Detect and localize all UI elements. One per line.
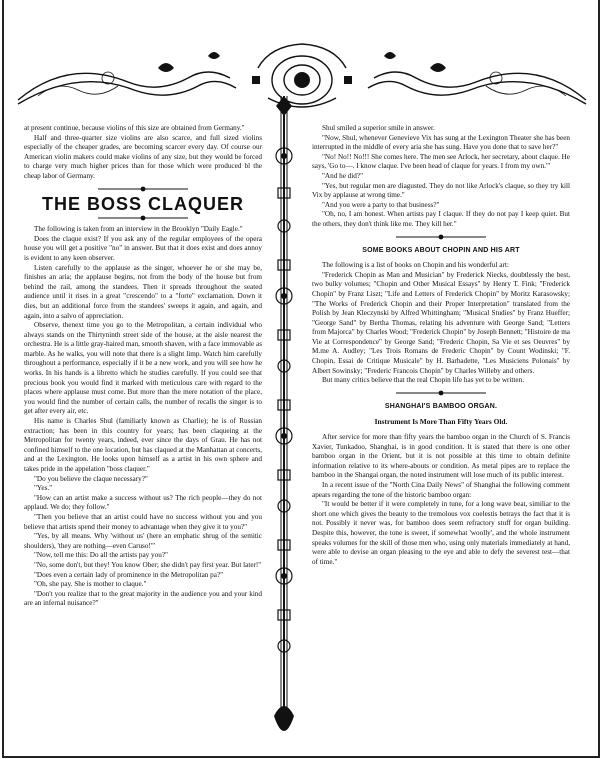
left-paragraph: "Yes, by all means. Why 'without us' (here an emphatic shrug of the semitic shoulders), 'they are nothing—even Caruso!'" — [24, 532, 262, 550]
right-paragraph: After service for more than fifty years the bamboo organ in the Church of S. Francis Xavier, Tunkadoo, Shanghai, is in good condition. It is stated that there is one other bamboo organ in the Orient, but it is not possible at this time to obtain definite information relative to its where-abouts or condition. As metal pipes are to replace the bamboo in the Shangai organ, the noted instrument will lose much of its public interest. — [312, 433, 570, 480]
right-paragraph: "Now, Shul, whenever Genevieve Vix has sung at the Lexington Theater she has been interrupted in the middle of every aria she has sung. Have you done that to save her?" — [312, 133, 570, 152]
right-paragraph: "It would be better if it were completely in tune, for a long wave beat, similiar to the short one which gives the beauty to the tremolous vox coelestis betrays the fact that it is not. Possibly it never was, for bamboo does seem refractory stuff for organ building. Despite this, however, the tone is sweet, if somewhat 'woolly', and the whole instrument speaks volumes for the skill of those men who, using only materials immediately at hand, were able to devise an organ pleasing to the eye and able to defy the severest test—that of time." — [312, 500, 570, 566]
bamboo-organ-heading: SHANGHAI'S BAMBOO ORGAN. — [384, 402, 498, 410]
left-paragraph: Half and three-quarter size violins are also scarce, and full sized violins especially of the cheaper grades, are becoming scarcer every day. Of course our American violin makers could make violins of any size, but they would be forced to charge very much higher prices than for those which were produced bl the cheap labor of Germany. — [24, 133, 262, 180]
bamboo-organ-subheading: Instrument Is More Than Fifty Years Old. — [374, 417, 508, 427]
ornamental-rule — [98, 186, 188, 192]
left-paragraph: "How can an artist make a success without us? The rich people—they do not applaud. We do; they follow." — [24, 493, 262, 512]
left-paragraph: "Does even a certain lady of prominence in the Metropolitan pa?" — [34, 570, 224, 579]
right-column — [312, 124, 570, 567]
left-column — [24, 124, 262, 609]
left-paragraph: Listen carefully to the applause as the singer, whoever he or she may be, finishes an aria; the applause begins, not from the body of the house but from behind the rail, among the standees. Then it spreads throughout the seated audience until it rises in a great "crescendo" to a "forte" exclamation. Down it dies, but an additional force from the standees' sweeps it again, and again, and again, into a salvo of appreciation. — [24, 263, 262, 320]
left-paragraph: "Then you believe that an artist could have no success without you and you believe that artists spend their money to advantage when they give it to you?" — [24, 512, 262, 531]
left-paragraph: The following is taken from an interview in the Brooklyn "Daily Eagle." — [34, 225, 243, 234]
left-paragraph: Does the claque exist? If you ask any of the regular employees of the opera house you will get a positive "no" in answer. But that it does exist and does annoy is evident to any keen observer. — [24, 234, 262, 262]
right-paragraph: "Yes, but regular men are diagusted. They do not like Arlock's claque, so they try kill Vix by applause at wrong time." — [312, 181, 570, 200]
right-paragraph: Shul smiled a superior smile in answer. — [322, 124, 435, 132]
ornamental-rule — [396, 234, 486, 240]
right-paragraph: "Frederick Chopin as Man and Musician" by Frederick Niecks, doubtlessly the best, two bulky volumes; "Chopin and Other Musical Essays" by Henry T. Fink; "Frederick Chopin" by Franz Liszt; "Life and Letters of Frederick Chopin" by Moritz Karasowsky; "The Works of Frederick Chopin and their Proper Interpretation" translated from the Polish by Jean Kleczynski by Alfred Whittingham; "Musical Studies" by Franz Hueffer; "George Sand" by Bertha Thomas, relating his adventure with George Sand; "Letters from Majorca" by Charles Wood; "Frederick Chopin" by Joseph Bennett; "Histoire de ma Vie at Correspondence" by George Sand; "Frederic Chopin, Sa Vie et ses Oeuvres" by M.me A. Audley; "Les Trois Romans de Frederic Chopin" by Count Wodinski; "F. Chopin, Essai de Critique Musicale" by H. Barbadette, "Les Musiciens Polonais" by Albert Sowinsky; "Frederic Francois Chopin" by Charles Willeby and others. — [312, 270, 570, 375]
ornamental-rule — [98, 215, 188, 221]
left-paragraph: at present continue, because violins of this size are obtained from Germany." — [24, 124, 245, 132]
right-paragraph: "And you were a party to that business?" — [322, 200, 440, 209]
ornamental-rule — [396, 390, 486, 396]
left-paragraph: "No, some don't, but they! You know Ober; she didn't pay first year. But later!" — [34, 560, 262, 569]
left-paragraph: "Do you believe the claque necessary?" — [34, 474, 148, 483]
header-ornament — [8, 38, 596, 118]
right-paragraph: But many critics believe that the real Chopin life has yet to be written. — [322, 376, 524, 385]
column-divider-ornament — [268, 96, 300, 746]
right-paragraph: "And he did?" — [322, 171, 363, 180]
right-paragraph: "No! No!! No!!! She comes here. The men see Arlock, her secretary, about claque. He says, 'Go to—. I know claque. I've been head of claque for years. I from my own.'" — [312, 152, 570, 171]
left-paragraph: His name is Charles Shul (familiarly known as Charlie); he is of Russian extraction; has been in this country for years; has been claqueing at the Metropolitan for twenty years, indeed, ever since the days of Grau. He has not confined himself to the one location, but has claqued at the Manhattan at concerts, and at the Lexington. He looks upon himself as a artist in his own sphere and takes pride in the appelation "boss claquer." — [24, 417, 262, 473]
boss-claquer-headline: THE BOSS CLAQUER — [41, 193, 244, 214]
bottom-rule — [2, 756, 600, 758]
right-paragraph: "Oh, no, I am honest. When artists pay I claque. If they do not pay I keep quiet. But the others, they don't think like me. They kill her." — [312, 210, 570, 228]
left-paragraph: "Oh, she pay. She is mother to claque." — [34, 580, 147, 589]
right-paragraph: In a recent issue of the "North Cina Daily News" of Shanghai the following comment apears regarding the tone of the historic bamboo organ: — [312, 481, 570, 499]
left-paragraph: "Now, tell me this: Do all the artists pay you?" — [34, 551, 168, 560]
left-paragraph: Observe, thenext time you go to the Metropolitan, a certain individual who always stands on the Thirtyninth street side of the house, at the aisle nearest the orchestra. He is a little gray-haired man, smooth shaven, with a face immovable as marble. As he walks, you will note that there is a slight limp. Watch him carefully throughout a performance, especially if it be a new work, and you will see how he works. In his hands is a libretto which he studies carefully. If you could see that precious book you would find it marked with meticulous care with regard to the places where applause must come. But more than the mere notation of the place, you would find the number of certain calls, the number of recalls the singer is to get after every air, etc. — [24, 321, 262, 416]
left-paragraph: "Don't you realize that to the great majority in the audience you and your kind are an infernal nuisance?" — [24, 589, 262, 608]
left-paragraph: "Yes." — [34, 484, 53, 493]
right-paragraph: The following is a list of books on Chopin and his wonderful art: — [322, 261, 509, 270]
chopin-books-heading: SOME BOOKS ABOUT CHOPIN AND HIS ART — [362, 246, 520, 254]
